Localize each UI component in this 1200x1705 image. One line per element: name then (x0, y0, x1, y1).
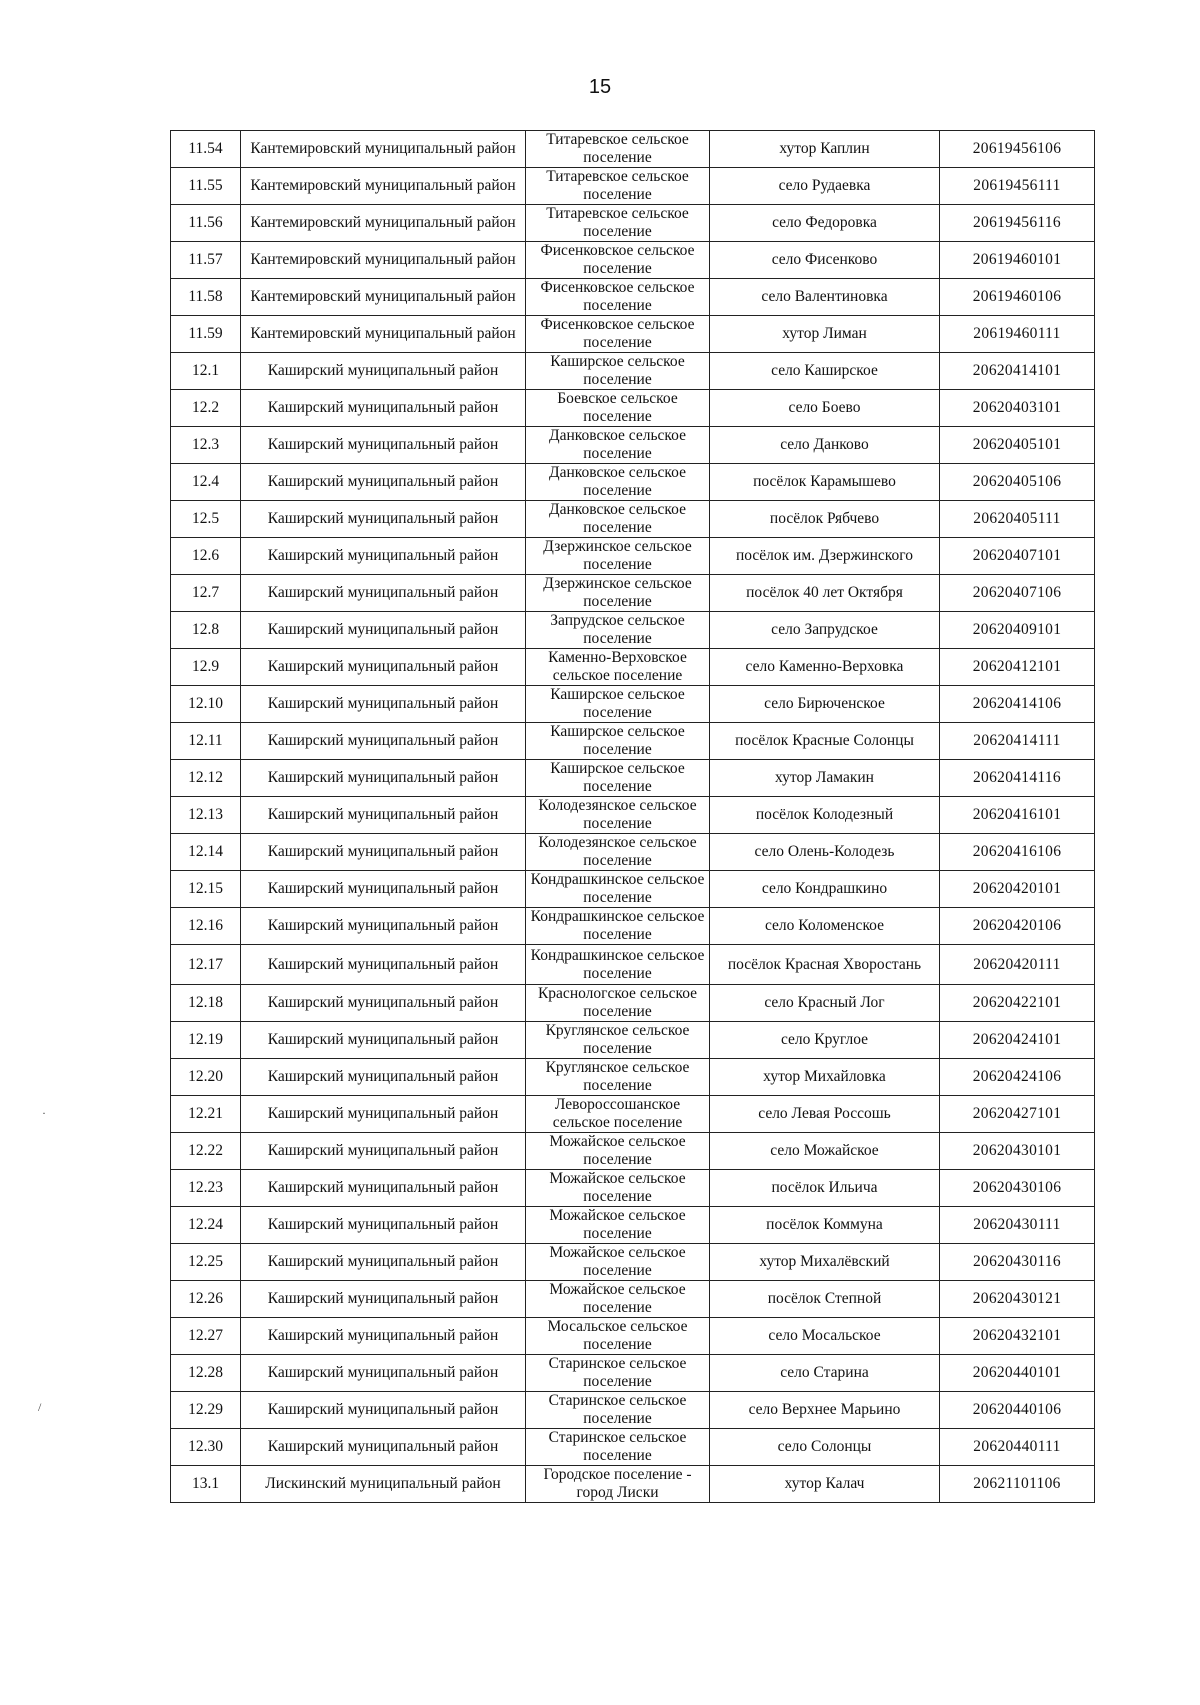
cell-district: Каширский муниципальный район (241, 1096, 526, 1133)
cell-code: 20620405106 (940, 464, 1095, 501)
cell-locality: село Старина (710, 1355, 940, 1392)
cell-district: Каширский муниципальный район (241, 1170, 526, 1207)
cell-settlement: Можайское сельское поселение (526, 1170, 710, 1207)
cell-locality: село Каширское (710, 353, 940, 390)
cell-code: 20620432101 (940, 1318, 1095, 1355)
cell-locality: село Фисенково (710, 242, 940, 279)
cell-row-number: 12.6 (171, 538, 241, 575)
cell-district: Кантемировский муниципальный район (241, 242, 526, 279)
cell-code: 20620405111 (940, 501, 1095, 538)
cell-district: Каширский муниципальный район (241, 1022, 526, 1059)
settlements-table (170, 130, 1095, 1503)
cell-row-number: 12.19 (171, 1022, 241, 1059)
cell-district: Каширский муниципальный район (241, 797, 526, 834)
cell-code: 20620414101 (940, 353, 1095, 390)
cell-row-number: 12.27 (171, 1318, 241, 1355)
table-row (171, 390, 1095, 427)
cell-row-number: 13.1 (171, 1466, 241, 1503)
table-row (171, 760, 1095, 797)
cell-code: 20620430106 (940, 1170, 1095, 1207)
cell-locality: село Запрудское (710, 612, 940, 649)
cell-row-number: 11.57 (171, 242, 241, 279)
cell-district: Каширский муниципальный район (241, 538, 526, 575)
cell-locality: село Каменно-Верховка (710, 649, 940, 686)
cell-district: Каширский муниципальный район (241, 1355, 526, 1392)
cell-row-number: 12.2 (171, 390, 241, 427)
cell-settlement: Каширское сельское поселение (526, 353, 710, 390)
cell-row-number: 12.9 (171, 649, 241, 686)
cell-settlement: Данковское сельское поселение (526, 464, 710, 501)
cell-row-number: 12.24 (171, 1207, 241, 1244)
cell-district: Каширский муниципальный район (241, 686, 526, 723)
cell-row-number: 12.14 (171, 834, 241, 871)
cell-code: 20620420111 (940, 945, 1095, 985)
cell-row-number: 12.29 (171, 1392, 241, 1429)
settlements-table-body (171, 131, 1095, 1503)
cell-code: 20620407106 (940, 575, 1095, 612)
cell-district: Каширский муниципальный район (241, 871, 526, 908)
cell-row-number: 12.10 (171, 686, 241, 723)
cell-district: Каширский муниципальный район (241, 1059, 526, 1096)
cell-settlement: Круглянское сельское поселение (526, 1022, 710, 1059)
cell-locality: село Олень-Колодезь (710, 834, 940, 871)
table-row (171, 1170, 1095, 1207)
cell-settlement: Можайское сельское поселение (526, 1207, 710, 1244)
cell-settlement: Каширское сельское поселение (526, 686, 710, 723)
cell-row-number: 12.23 (171, 1170, 241, 1207)
cell-locality: посёлок Карамышево (710, 464, 940, 501)
cell-district: Каширский муниципальный район (241, 464, 526, 501)
cell-row-number: 12.26 (171, 1281, 241, 1318)
cell-code: 20619460111 (940, 316, 1095, 353)
cell-district: Каширский муниципальный район (241, 760, 526, 797)
cell-locality: село Кондрашкино (710, 871, 940, 908)
cell-row-number: 12.16 (171, 908, 241, 945)
cell-locality: село Федоровка (710, 205, 940, 242)
cell-code: 20620430121 (940, 1281, 1095, 1318)
cell-settlement: Кондрашкинское сельское поселение (526, 945, 710, 985)
cell-district: Каширский муниципальный район (241, 1392, 526, 1429)
cell-locality: хутор Михалёвский (710, 1244, 940, 1281)
table-row (171, 612, 1095, 649)
cell-locality: село Боево (710, 390, 940, 427)
cell-locality: посёлок им. Дзержинского (710, 538, 940, 575)
cell-row-number: 12.4 (171, 464, 241, 501)
cell-settlement: Левороссошанское сельское поселение (526, 1096, 710, 1133)
cell-row-number: 12.15 (171, 871, 241, 908)
table-row (171, 834, 1095, 871)
cell-district: Каширский муниципальный район (241, 985, 526, 1022)
table-row (171, 168, 1095, 205)
cell-district: Каширский муниципальный район (241, 1133, 526, 1170)
cell-settlement: Фисенковское сельское поселение (526, 242, 710, 279)
cell-row-number: 12.3 (171, 427, 241, 464)
scan-speck: / (38, 1400, 42, 1414)
cell-locality: село Коломенское (710, 908, 940, 945)
cell-settlement: Каширское сельское поселение (526, 723, 710, 760)
cell-row-number: 12.1 (171, 353, 241, 390)
table-row (171, 1318, 1095, 1355)
cell-row-number: 12.5 (171, 501, 241, 538)
cell-settlement: Титаревское сельское поселение (526, 131, 710, 168)
cell-code: 20621101106 (940, 1466, 1095, 1503)
cell-row-number: 12.11 (171, 723, 241, 760)
cell-settlement: Можайское сельское поселение (526, 1133, 710, 1170)
table-row (171, 242, 1095, 279)
cell-locality: посёлок 40 лет Октября (710, 575, 940, 612)
cell-locality: село Верхнее Марьино (710, 1392, 940, 1429)
cell-code: 20619456106 (940, 131, 1095, 168)
table-row (171, 131, 1095, 168)
table-row (171, 1429, 1095, 1466)
table-row (171, 538, 1095, 575)
cell-row-number: 12.25 (171, 1244, 241, 1281)
cell-settlement: Фисенковское сельское поселение (526, 279, 710, 316)
cell-settlement: Круглянское сельское поселение (526, 1059, 710, 1096)
cell-row-number: 12.18 (171, 985, 241, 1022)
cell-locality: село Красный Лог (710, 985, 940, 1022)
table-row (171, 1281, 1095, 1318)
cell-settlement: Мосальское сельское поселение (526, 1318, 710, 1355)
cell-locality: хутор Ламакин (710, 760, 940, 797)
cell-code: 20620424101 (940, 1022, 1095, 1059)
cell-district: Лискинский муниципальный район (241, 1466, 526, 1503)
cell-code: 20620420101 (940, 871, 1095, 908)
table-row (171, 723, 1095, 760)
cell-row-number: 12.21 (171, 1096, 241, 1133)
cell-settlement: Титаревское сельское поселение (526, 168, 710, 205)
cell-locality: село Круглое (710, 1022, 940, 1059)
cell-district: Каширский муниципальный район (241, 834, 526, 871)
cell-locality: село Бирюченское (710, 686, 940, 723)
cell-district: Каширский муниципальный район (241, 1281, 526, 1318)
cell-locality: посёлок Коммуна (710, 1207, 940, 1244)
cell-settlement: Старинское сельское поселение (526, 1429, 710, 1466)
cell-settlement: Кондрашкинское сельское поселение (526, 871, 710, 908)
cell-locality: посёлок Рябчево (710, 501, 940, 538)
table-row (171, 1059, 1095, 1096)
table-row (171, 501, 1095, 538)
cell-locality: посёлок Красная Хворостань (710, 945, 940, 985)
cell-district: Кантемировский муниципальный район (241, 205, 526, 242)
cell-locality: село Рудаевка (710, 168, 940, 205)
cell-row-number: 12.20 (171, 1059, 241, 1096)
table-row (171, 908, 1095, 945)
cell-district: Каширский муниципальный район (241, 723, 526, 760)
cell-locality: хутор Каплин (710, 131, 940, 168)
cell-row-number: 11.58 (171, 279, 241, 316)
scan-speck: · (42, 1106, 46, 1120)
cell-code: 20619456116 (940, 205, 1095, 242)
table-row (171, 1096, 1095, 1133)
cell-district: Каширский муниципальный район (241, 908, 526, 945)
cell-district: Каширский муниципальный район (241, 1207, 526, 1244)
cell-row-number: 12.22 (171, 1133, 241, 1170)
cell-row-number: 12.7 (171, 575, 241, 612)
cell-row-number: 12.12 (171, 760, 241, 797)
cell-district: Кантемировский муниципальный район (241, 168, 526, 205)
table-row (171, 316, 1095, 353)
cell-code: 20619460101 (940, 242, 1095, 279)
cell-row-number: 11.59 (171, 316, 241, 353)
table-row (171, 686, 1095, 723)
table-row (171, 1466, 1095, 1503)
cell-district: Кантемировский муниципальный район (241, 279, 526, 316)
cell-code: 20620403101 (940, 390, 1095, 427)
cell-locality: село Валентиновка (710, 279, 940, 316)
cell-code: 20620405101 (940, 427, 1095, 464)
cell-settlement: Старинское сельское поселение (526, 1392, 710, 1429)
cell-locality: село Данково (710, 427, 940, 464)
cell-settlement: Запрудское сельское поселение (526, 612, 710, 649)
cell-district: Каширский муниципальный район (241, 1429, 526, 1466)
cell-district: Каширский муниципальный район (241, 390, 526, 427)
table-row (171, 575, 1095, 612)
cell-code: 20620440106 (940, 1392, 1095, 1429)
cell-settlement: Данковское сельское поселение (526, 501, 710, 538)
cell-settlement: Дзержинское сельское поселение (526, 575, 710, 612)
cell-district: Каширский муниципальный район (241, 501, 526, 538)
cell-district: Кантемировский муниципальный район (241, 131, 526, 168)
cell-row-number: 12.30 (171, 1429, 241, 1466)
cell-settlement: Титаревское сельское поселение (526, 205, 710, 242)
table-row (171, 1392, 1095, 1429)
cell-settlement: Каширское сельское поселение (526, 760, 710, 797)
cell-row-number: 12.17 (171, 945, 241, 985)
cell-code: 20619460106 (940, 279, 1095, 316)
cell-code: 20620430101 (940, 1133, 1095, 1170)
cell-locality: село Левая Россошь (710, 1096, 940, 1133)
cell-code: 20620430111 (940, 1207, 1095, 1244)
cell-code: 20620416101 (940, 797, 1095, 834)
cell-district: Каширский муниципальный район (241, 1244, 526, 1281)
cell-district: Кантемировский муниципальный район (241, 316, 526, 353)
cell-district: Каширский муниципальный район (241, 945, 526, 985)
cell-settlement: Можайское сельское поселение (526, 1281, 710, 1318)
cell-locality: село Можайское (710, 1133, 940, 1170)
cell-settlement: Можайское сельское поселение (526, 1244, 710, 1281)
table-row (171, 279, 1095, 316)
table-row (171, 797, 1095, 834)
cell-row-number: 11.54 (171, 131, 241, 168)
cell-settlement: Городское поселение - город Лиски (526, 1466, 710, 1503)
cell-locality: посёлок Степной (710, 1281, 940, 1318)
cell-settlement: Фисенковское сельское поселение (526, 316, 710, 353)
cell-code: 20620407101 (940, 538, 1095, 575)
cell-settlement: Каменно-Верховское сельское поселение (526, 649, 710, 686)
cell-settlement: Дзержинское сельское поселение (526, 538, 710, 575)
cell-code: 20620409101 (940, 612, 1095, 649)
cell-locality: посёлок Красные Солонцы (710, 723, 940, 760)
cell-district: Каширский муниципальный район (241, 1318, 526, 1355)
table-row (171, 353, 1095, 390)
table-row (171, 427, 1095, 464)
cell-locality: село Солонцы (710, 1429, 940, 1466)
table-row (171, 205, 1095, 242)
table-row (171, 1133, 1095, 1170)
cell-settlement: Старинское сельское поселение (526, 1355, 710, 1392)
cell-settlement: Краснологское сельское поселение (526, 985, 710, 1022)
table-row (171, 871, 1095, 908)
cell-district: Каширский муниципальный район (241, 649, 526, 686)
table-row (171, 464, 1095, 501)
cell-code: 20620414111 (940, 723, 1095, 760)
cell-locality: хутор Лиман (710, 316, 940, 353)
table-row (171, 649, 1095, 686)
cell-code: 20620416106 (940, 834, 1095, 871)
cell-locality: село Мосальское (710, 1318, 940, 1355)
table-row (171, 1355, 1095, 1392)
cell-row-number: 11.55 (171, 168, 241, 205)
cell-district: Каширский муниципальный район (241, 612, 526, 649)
cell-settlement: Колодезянское сельское поселение (526, 797, 710, 834)
table-row (171, 1022, 1095, 1059)
cell-code: 20620440101 (940, 1355, 1095, 1392)
cell-code: 20620414106 (940, 686, 1095, 723)
table-row (171, 985, 1095, 1022)
cell-code: 20620420106 (940, 908, 1095, 945)
cell-locality: хутор Калач (710, 1466, 940, 1503)
cell-code: 20620430116 (940, 1244, 1095, 1281)
cell-code: 20620424106 (940, 1059, 1095, 1096)
cell-district: Каширский муниципальный район (241, 575, 526, 612)
page-number: 15 (588, 76, 612, 98)
cell-district: Каширский муниципальный район (241, 427, 526, 464)
cell-district: Каширский муниципальный район (241, 353, 526, 390)
cell-code: 20619456111 (940, 168, 1095, 205)
cell-locality: посёлок Колодезный (710, 797, 940, 834)
cell-locality: посёлок Ильича (710, 1170, 940, 1207)
cell-code: 20620440111 (940, 1429, 1095, 1466)
cell-settlement: Кондрашкинское сельское поселение (526, 908, 710, 945)
cell-settlement: Данковское сельское поселение (526, 427, 710, 464)
cell-locality: хутор Михайловка (710, 1059, 940, 1096)
cell-code: 20620427101 (940, 1096, 1095, 1133)
table-row (171, 945, 1095, 985)
table-row (171, 1244, 1095, 1281)
cell-row-number: 12.13 (171, 797, 241, 834)
table-row (171, 1207, 1095, 1244)
cell-row-number: 11.56 (171, 205, 241, 242)
cell-settlement: Боевское сельское поселение (526, 390, 710, 427)
cell-code: 20620422101 (940, 985, 1095, 1022)
cell-code: 20620412101 (940, 649, 1095, 686)
cell-row-number: 12.8 (171, 612, 241, 649)
cell-row-number: 12.28 (171, 1355, 241, 1392)
cell-code: 20620414116 (940, 760, 1095, 797)
cell-settlement: Колодезянское сельское поселение (526, 834, 710, 871)
